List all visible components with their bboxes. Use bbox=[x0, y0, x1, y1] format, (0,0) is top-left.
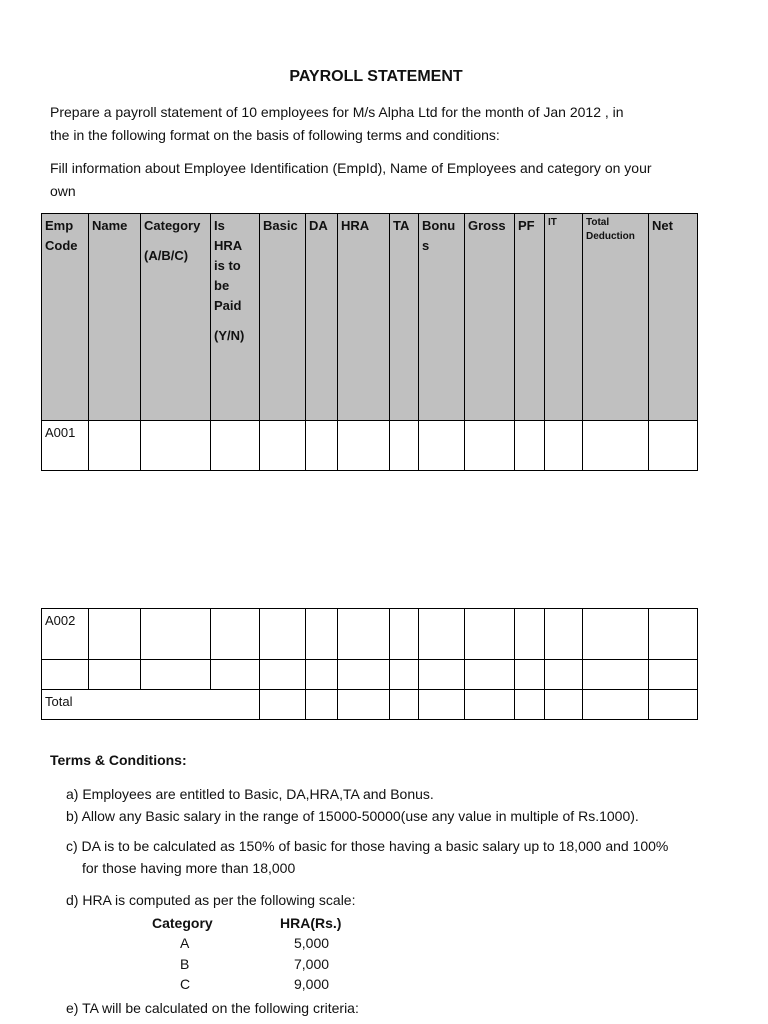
term-e: e) TA will be calculated on the following criteria: bbox=[66, 1000, 359, 1016]
header-net: Net bbox=[649, 214, 698, 421]
header-bonus: Bonu s bbox=[419, 214, 465, 421]
terms-list bbox=[66, 783, 746, 911]
intro-paragraph bbox=[50, 101, 730, 147]
term-c-line-2: for those having more than 18,000 bbox=[82, 860, 296, 876]
term-d: d) HRA is computed as per the following scale: bbox=[66, 892, 356, 908]
hra-amount-c: 9,000 bbox=[294, 976, 330, 992]
term-b: b) Allow any Basic salary in the range of 15000-50000(use any value in multiple of Rs.1000). bbox=[66, 808, 639, 824]
hra-amount-a: 5,000 bbox=[294, 935, 330, 951]
header-basic: Basic bbox=[260, 214, 306, 421]
fill-info-paragraph bbox=[50, 157, 730, 203]
table-row bbox=[42, 421, 698, 471]
table-row bbox=[42, 660, 698, 690]
hra-category-header: Category bbox=[152, 915, 213, 931]
header-name: Name bbox=[89, 214, 141, 421]
hra-category-c: C bbox=[180, 976, 191, 992]
fill-info-line-1: Fill information about Employee Identification (EmpId), Name of Employees and category on your bbox=[50, 160, 652, 176]
payroll-lower-table bbox=[41, 608, 698, 720]
hra-category-a: A bbox=[180, 935, 190, 951]
total-label-cell: Total bbox=[42, 690, 260, 720]
emp-code-cell: A001 bbox=[42, 421, 89, 471]
header-is-hra-paid: Is HRA is to be Paid (Y/N) bbox=[211, 214, 260, 421]
term-a: a) Employees are entitled to Basic, DA,HRA,TA and Bonus. bbox=[66, 786, 434, 802]
hra-amount-header: HRA(Rs.) bbox=[280, 915, 342, 931]
header-da: DA bbox=[306, 214, 338, 421]
total-row bbox=[42, 690, 698, 720]
page-title: PAYROLL STATEMENT bbox=[289, 68, 463, 85]
hra-amount-b: 7,000 bbox=[294, 956, 330, 972]
term-c-line-1: c) DA is to be calculated as 150% of basic for those having a basic salary up to 18,000 and 100% bbox=[66, 838, 669, 854]
intro-line-2: the in the following format on the basis of following terms and conditions: bbox=[50, 127, 500, 143]
header-ta: TA bbox=[390, 214, 419, 421]
intro-line-1: Prepare a payroll statement of 10 employees for M/s Alpha Ltd for the month of Jan 2012 , in bbox=[50, 104, 624, 120]
header-it: IT bbox=[545, 214, 583, 421]
payroll-header-table bbox=[41, 213, 698, 471]
header-gross: Gross bbox=[465, 214, 515, 421]
header-hra: HRA bbox=[338, 214, 390, 421]
terms-heading: Terms & Conditions: bbox=[50, 752, 187, 768]
fill-info-line-2: own bbox=[50, 183, 76, 199]
header-emp-code: Emp Code bbox=[42, 214, 89, 421]
header-row bbox=[42, 214, 698, 421]
table-row bbox=[42, 609, 698, 660]
hra-category-b: B bbox=[180, 956, 190, 972]
emp-code-cell: A002 bbox=[42, 609, 89, 660]
header-category: Category (A/B/C) bbox=[141, 214, 211, 421]
header-pf: PF bbox=[515, 214, 545, 421]
header-total-deduction: Total Deduction bbox=[583, 214, 649, 421]
